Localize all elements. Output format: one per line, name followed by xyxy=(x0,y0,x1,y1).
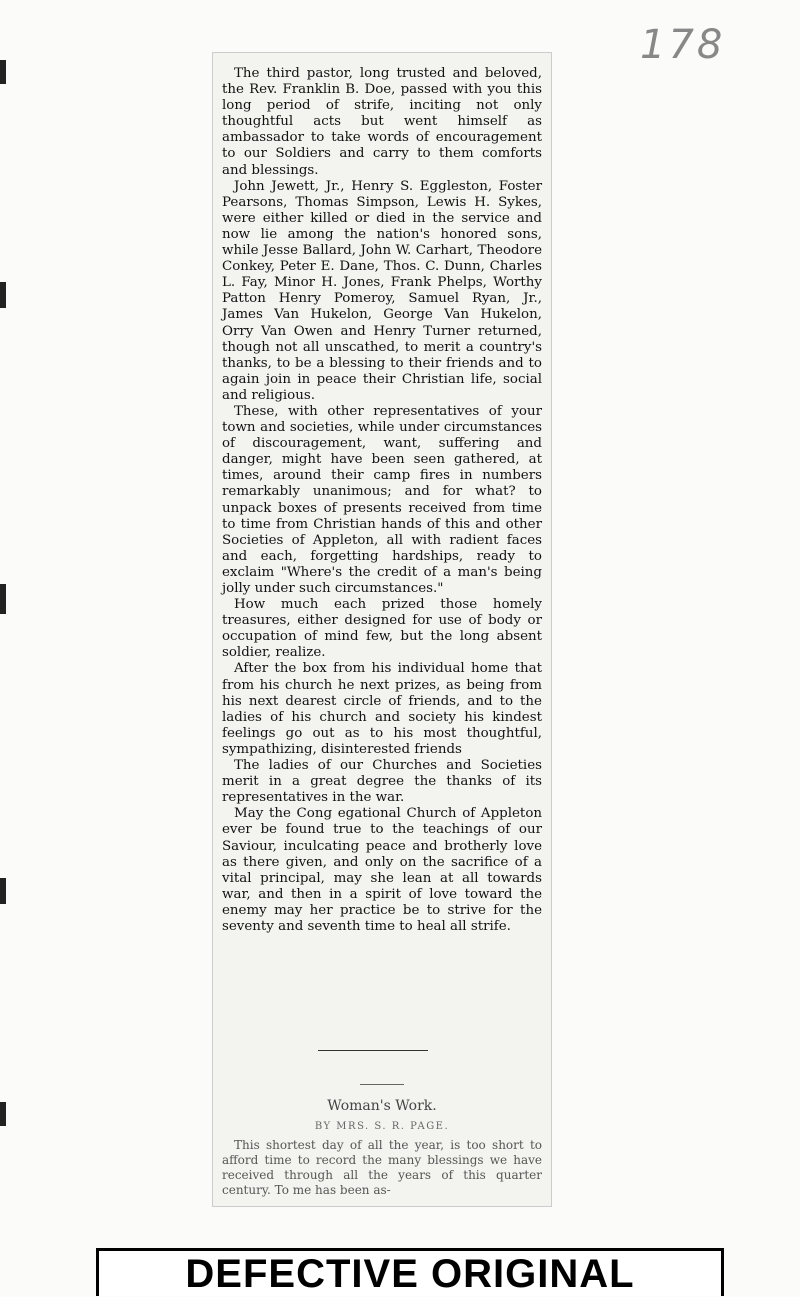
paragraph-third-pastor: The third pastor, long trusted and beloved, the Rev. Franklin B. Doe, passed with you this long period of strife, inciting not only thoughtful acts but went himself as ambassador to take words of encouragement to our Soldiers and carry to them comforts and blessings. xyxy=(222,66,542,178)
next-article-text: This shortest day of all the year, is too short to afford time to record the many blessings we have received through all the years of this quarter century. To me has been as- xyxy=(222,1138,542,1197)
left-edge-binding-marks xyxy=(0,0,12,1240)
next-article-byline: BY MRS. S. R. PAGE. xyxy=(314,1121,450,1132)
paragraph-box-from-home: After the box from his individual home that from his church he next prizes, as being from his next dearest circle of friends, and to the ladies of his church and society his kindest feelings go out as to his most thoughtful, sympathizing, disinterested friends xyxy=(222,661,542,757)
page-number: 178 xyxy=(640,22,726,68)
section-divider-rule xyxy=(360,1084,404,1085)
article-end-rule xyxy=(318,1050,428,1051)
article-body xyxy=(222,66,542,935)
next-article-title: Woman's Work. xyxy=(327,1098,437,1114)
paragraph-church-closing: May the Cong egational Church of Appleton ever be found true to the teachings of our Saviour, inculcating peace and brotherly love as there given, and only on the sacrifice of a vital principal, may she lean at all towards war, and then in a spirit of love toward the enemy may her practice be to strive for the seventy and seventh time to heal all strife. xyxy=(222,806,542,934)
paragraph-ladies-thanks: The ladies of our Churches and Societies merit in a great degree the thanks of its representatives in the war. xyxy=(222,758,542,806)
paragraph-representatives: These, with other representatives of your town and societies, while under circumstances of discouragement, want, suffering and danger, might have been seen gathered, at times, around their camp fires in numbers remarkably unanimous; and for what? to unpack boxes of presents received from time to time from Christian hands of this and other Societies of Appleton, all with radient faces and each, forgetting hardships, ready to exclaim "Where's the credit of a man's being jolly under such circumstances." xyxy=(222,403,542,596)
paragraph-homely-treasures: How much each prized those homely treasures, either designed for use of body or occupation of mind few, but the long absent soldier, realize. xyxy=(222,597,542,661)
defective-original-stamp: DEFECTIVE ORIGINAL xyxy=(96,1248,724,1296)
paragraph-soldiers-list: John Jewett, Jr., Henry S. Eggleston, Foster Pearsons, Thomas Simpson, Lewis H. Sykes, were either killed or died in the service and now lie among the nation's honored sons, while Jesse Ballard, John W. Carhart, Theodore Conkey, Peter E. Dane, Thos. C. Dunn, Charles L. Fay, Minor H. Jones, Frank Phelps, Worthy Patton Henry Pomeroy, Samuel Ryan, Jr., James Van Hukelon, George Van Hukelon, Orry Van Owen and Henry Turner returned, though not all unscathed, to merit a country's thanks, to be a blessing to their friends and to again join in peace their Christian life, social and religious. xyxy=(222,178,542,403)
